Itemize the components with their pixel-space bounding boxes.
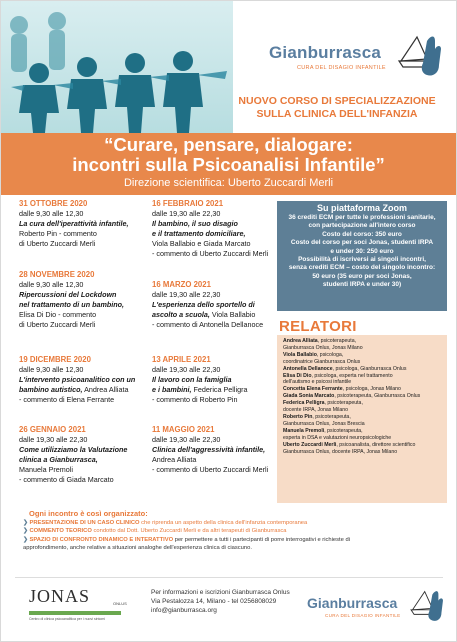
relatore-item <box>283 359 447 366</box>
event-people: Manuela Premoli <box>19 465 73 474</box>
event-date: 28 NOVEMBRE 2020 <box>19 270 95 279</box>
event-item <box>19 270 149 330</box>
zoom-line: Costo del corso: 350 euro <box>322 230 402 238</box>
event-title: La cura dell'iperattività infantile, <box>19 219 129 228</box>
course-title-line: SULLA CLINICA DELL'INFANZIA <box>256 108 418 120</box>
bullet-highlight: PRESENTAZIONE DI UN CASO CLINICO <box>29 520 140 526</box>
event-date: 16 FEBBRAIO 2021 <box>152 199 224 208</box>
chevron-right-icon: ❯ <box>23 528 28 535</box>
event-item <box>152 425 282 475</box>
bullet-continuation: approfondimento, anche relative a situazioni analoghe dell'esperienza clinica di ciascuno. <box>23 545 252 552</box>
bullet-item <box>23 527 448 535</box>
event-item <box>19 199 149 249</box>
relatori-heading: RELATORI <box>279 318 357 335</box>
gianburrasca-logo-bottom <box>307 587 447 631</box>
zoom-line: e under 30: 250 euro <box>330 247 394 255</box>
event-people: - commento di Roberto Pin <box>152 395 238 404</box>
event-title: e i bambini, <box>152 385 192 394</box>
event-time: dalle 9,30 alle 12,30 <box>19 209 84 218</box>
relatore-name: Giada Sonia Marcato <box>283 393 335 400</box>
bullet-item <box>23 519 448 527</box>
relatore-name: Federica Pelligra <box>283 400 325 407</box>
zoom-line: Possibilità di iscriversi ai singoli incontri, <box>298 256 426 264</box>
relatore-item <box>283 435 447 442</box>
zoom-line: senza crediti ECM – costo del singolo incontro: <box>288 264 436 272</box>
zoom-title: Su piattaforma Zoom <box>316 203 407 213</box>
relatore-role: Gianburrasca Onlus, docente IRPA, Jonas Milano <box>283 448 398 455</box>
relatore-role: , psicologa, Gianburrasca Onlus <box>332 365 407 372</box>
relatore-role: , psicologa, <box>316 351 344 358</box>
relatore-role: , psicoterapeuta, <box>324 400 363 407</box>
relatore-item <box>283 379 447 386</box>
event-time: dalle 19,30 alle 22,30 <box>152 435 221 444</box>
relatore-name: Viola Ballabio <box>283 351 317 358</box>
event-item <box>19 355 149 405</box>
event-title: Clinica dell'aggressività infantile, <box>152 445 266 454</box>
event-time: dalle 9,30 alle 12,30 <box>19 365 84 374</box>
event-title: Il lavoro con la famiglia <box>152 375 232 384</box>
contact-email[interactable]: info@gianburrasca.org <box>151 607 217 615</box>
relatori-list <box>277 335 447 455</box>
event-item <box>152 355 282 405</box>
bullet-highlight: SPAZIO DI CONFRONTO DINAMICO E INTERATTIVO <box>29 536 174 543</box>
relatore-role: coordinatrice Gianburrasca Onlus <box>283 358 361 365</box>
main-title-line: incontri sulla Psicoanalisi Infantile” <box>72 154 385 175</box>
jonas-caption: Centro di clinica psicoanalitica per i nuovi sintomi <box>29 617 106 621</box>
zoom-line: 36 crediti ECM per tutte le professioni sanitarie, <box>288 214 436 221</box>
event-date: 16 MARZO 2021 <box>152 280 211 289</box>
relatore-item <box>283 400 447 407</box>
relatore-item <box>283 345 447 352</box>
event-date: 19 DICEMBRE 2020 <box>19 355 91 364</box>
relatore-name: Andrea Alliata <box>283 338 318 344</box>
relatore-role: , psicoanalista, direttore scientifico <box>336 441 416 448</box>
event-item <box>19 425 149 485</box>
event-speaker: Federica Pelligra <box>191 385 248 394</box>
gianburrasca-logo-top <box>269 31 449 89</box>
event-title: L'esperienza dello sportello di <box>152 300 255 309</box>
chevron-right-icon: ❯ <box>23 536 28 543</box>
jonas-onlus: ONLUS <box>113 601 127 606</box>
relatore-item <box>283 428 447 435</box>
event-date: 26 GENNAIO 2021 <box>19 425 86 434</box>
event-people: - commento di Giada Marcato <box>19 475 114 484</box>
relatore-item <box>283 421 447 428</box>
event-speaker: Viola Ballabio <box>209 310 256 319</box>
jonas-bar <box>29 611 121 615</box>
logo-name: Gianburrasca <box>269 43 382 62</box>
relatore-name: Antonella Dellanoce <box>283 365 333 372</box>
relatore-item <box>283 449 447 456</box>
relatore-item <box>283 414 447 421</box>
logo-name: Gianburrasca <box>307 595 398 611</box>
relatore-name: Roberto Pin <box>283 413 313 420</box>
relatori-box <box>277 335 447 503</box>
relatore-name: Manuela Premoli <box>283 427 325 434</box>
event-title: ascolto a scuola, <box>152 310 210 319</box>
bullet-text: che riprenda un aspetto della clinica dell'infanzia contemporanea <box>139 520 308 526</box>
event-date: 31 OTTOBRE 2020 <box>19 199 88 208</box>
chevron-right-icon: ❯ <box>23 520 28 526</box>
event-title: L'intervento psicoanalitico con un <box>19 375 136 384</box>
main-title <box>1 135 456 175</box>
event-time: dalle 19,30 alle 22,30 <box>152 290 221 299</box>
relatore-role: , psicoterapeuta, Gianburrasca Onlus <box>334 393 421 400</box>
organization-bullets <box>23 519 448 553</box>
event-people: - commento di Elena Ferrante <box>19 395 115 404</box>
event-people: Elisa Di Dio - commento <box>19 310 97 319</box>
organization-title: Ogni incontro è così organizzato: <box>29 509 148 518</box>
relatore-item <box>283 338 447 345</box>
event-date: 11 MAGGIO 2021 <box>152 425 215 434</box>
event-title: Come utilizziamo la Valutazione <box>19 445 128 454</box>
zoom-line: 50 euro (35 euro per soci Jonas, <box>312 272 412 280</box>
relatore-item <box>283 373 447 380</box>
relatore-item <box>283 352 447 359</box>
zoom-line: Costo del corso per soci Jonas, studenti IRPA <box>290 239 434 247</box>
event-title: clinica a Gianburrasca, <box>19 455 98 464</box>
relatore-name: Elisa Di Dio <box>283 372 312 379</box>
relatore-role: docente IRPA, Jonas Milano <box>283 407 349 414</box>
event-people: - commento di Uberto Zuccardi Merli <box>152 465 269 474</box>
event-people: Viola Ballabio e Giada Marcato <box>152 239 251 248</box>
contact-line: Per informazioni e iscrizioni Gianburrasca Onlus <box>151 589 290 596</box>
relatore-role: , psicologa, esperta nel trattamento <box>311 372 393 379</box>
event-people: di Uberto Zuccardi Merli <box>19 239 96 248</box>
zoom-line: studenti IRPA e under 30) <box>322 281 402 289</box>
event-item <box>152 280 282 330</box>
event-title: Il bambino, il suo disagio <box>152 219 238 228</box>
event-title: Ripercussioni del Lockdown <box>19 290 117 299</box>
bullet-item <box>23 536 448 544</box>
zoom-info-box <box>277 201 447 311</box>
relatore-role: , psicoterapeuta, <box>324 427 363 434</box>
scientific-direction: Direzione scientifica: Uberto Zuccardi Merli <box>123 177 334 189</box>
event-time: dalle 19,30 alle 22,30 <box>152 209 221 218</box>
event-people: di Uberto Zuccardi Merli <box>19 320 96 329</box>
jonas-name: JONAS <box>29 586 91 606</box>
contact-address: Via Pestalozza 14, Milano - tel 0256808029 <box>151 598 277 606</box>
relatore-item <box>283 393 447 400</box>
event-people: - commento di Uberto Zuccardi Merli <box>152 249 269 258</box>
contact-info <box>151 588 311 616</box>
event-time: dalle 9,30 alle 12,30 <box>19 280 84 289</box>
relatore-item <box>283 442 447 449</box>
paper-dolls-image <box>1 1 233 133</box>
footer-divider <box>15 577 443 578</box>
course-title-line: NUOVO CORSO DI SPECIALIZZAZIONE <box>238 95 436 107</box>
event-title: e il trattamento domiciliare, <box>152 229 246 238</box>
relatore-role: esperta in DSA e valutazioni neuropsicologiche <box>283 434 392 441</box>
zoom-line: con partecipazione all'intero corso <box>308 222 416 230</box>
bullet-text: condotto dal Dott. Uberto Zuccardi Merli e da altri terapeuti di Gianburrasca <box>91 528 287 535</box>
event-people: Andrea Alliata <box>152 455 197 464</box>
relatore-role: Gianburrasca Onlus, Jonas Milano <box>283 344 363 351</box>
logo-subtitle: CURA DEL DISAGIO INFANTILE <box>297 65 386 71</box>
relatore-item <box>283 366 447 373</box>
event-date: 13 APRILE 2021 <box>152 355 211 364</box>
relatore-role: dell'autismo e psicosi infantile <box>283 379 352 386</box>
relatore-role: Gianburrasca Onlus, Jonas Brescia <box>283 420 365 427</box>
event-time: dalle 19,30 alle 22,30 <box>152 365 221 374</box>
course-title <box>227 95 447 121</box>
relatore-name: Concetta Elena Ferrante <box>283 386 343 393</box>
relatore-item <box>283 386 447 393</box>
event-people: Roberto Pin - commento <box>19 229 97 238</box>
paper-boat-hand-icon <box>397 31 443 81</box>
paper-boat-hand-icon <box>409 587 445 625</box>
event-item <box>152 199 282 259</box>
event-speaker: Andrea Alliata <box>82 385 129 394</box>
logo-subtitle: CURA DEL DISAGIO INFANTILE <box>325 613 401 618</box>
event-title: bambino autistico, <box>19 385 83 394</box>
event-people: - commento di Antonella Dellanoce <box>152 320 264 329</box>
jonas-logo <box>29 584 129 636</box>
bullet-text: per permettere a tutti i partecipanti di porre interrogativi e richieste di <box>173 536 351 543</box>
bullet-highlight: COMMENTO TEORICO <box>29 528 92 535</box>
relatore-name: Uberto Zuccardi Merli <box>283 441 337 448</box>
main-title-line: “Curare, pensare, dialogare: <box>104 134 353 155</box>
event-title: nel trattamento di un bambino, <box>19 300 125 309</box>
relatore-role: , psicoterapeuta, <box>317 338 357 344</box>
relatore-role: , psicoterapeuta, <box>312 413 351 420</box>
event-time: dalle 19,30 alle 22,30 <box>19 435 88 444</box>
relatore-item <box>283 407 447 414</box>
relatore-role: , psicologa, Jonas Milano <box>342 386 401 393</box>
